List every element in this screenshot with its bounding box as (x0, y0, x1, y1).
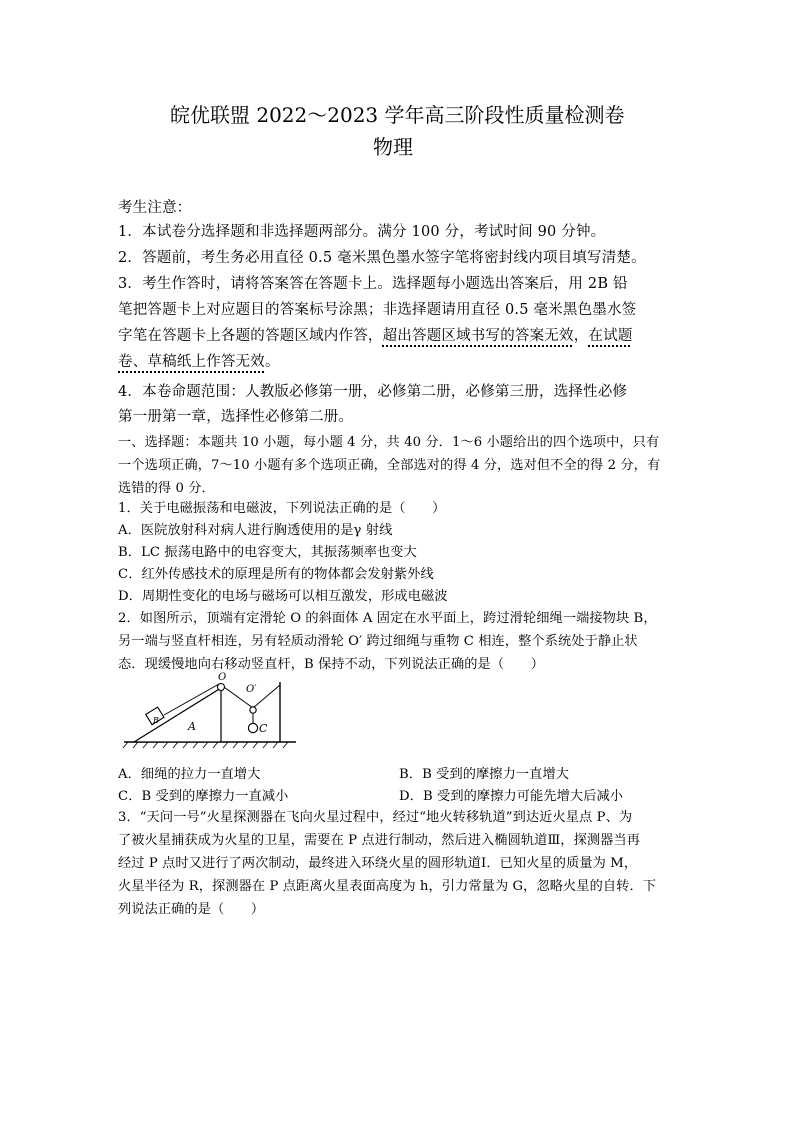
notice-item-3-line3 (118, 324, 633, 345)
notice-item-3-line2: 笔把答题卡上对应题目的答案标号涂黑；非选择题请用直径 0.5 毫米黑色墨水签 (118, 302, 637, 318)
label-c: C (259, 722, 268, 735)
q3-stem-line1: 3．“天问一号”火星探测器在飞向火星过程中，经过“地火转移轨道”到达近火星点 P、为 (118, 810, 633, 825)
q1-option-a: A．医院放射科对病人进行胸透使用的是γ 射线 (118, 523, 393, 538)
section-instructions-line2: 一个选项正确，7～10 小题有多个选项正确，全部选对的得 4 分，选对但不全的得 2 分，有 (118, 458, 661, 473)
pulley-o (218, 684, 225, 691)
q3-stem-line4: 火星半径为 R，探测器在 P 点距离火星表面高度为 h，引力常量为 G，忽略火星的自转．下 (118, 879, 657, 894)
mass-c (248, 723, 257, 732)
label-o-prime: O′ (246, 684, 257, 695)
notice-item-3-line1: 3．考生作答时，请将答案答在答题卡上。选择题每小题选出答案后，用 2B 铅 (118, 276, 628, 292)
notice-text: 字笔在答题卡上各题的答题区域内作答， (118, 328, 383, 344)
section-instructions-line3: 选错的得 0 分． (118, 481, 215, 496)
q1-option-c: C．红外传感技术的原理是所有的物体都会发射紫外线 (118, 567, 434, 582)
label-o: O (218, 672, 227, 683)
notice-item-1: 1．本试卷分选择题和非选择题两部分。满分 100 分，考试时间 90 分钟。 (118, 224, 606, 240)
label-b: B (153, 716, 159, 725)
exam-title: 皖优联盟 2022～2023 学年高三阶段性质量检测卷 (170, 103, 625, 127)
notice-text: ， (573, 328, 589, 344)
emphasis-text: 在试题 (588, 328, 633, 344)
notice-item-4-line2: 第一册第一章，选择性必修第二册。 (118, 409, 354, 425)
notice-item-3-line4 (118, 350, 280, 371)
q1-stem: 1．关于电磁振荡和电磁波，下列说法正确的是（ ） (118, 501, 446, 516)
q1-option-d: D．周期性变化的电场与磁场可以相互激发，形成电磁波 (118, 589, 448, 604)
q2-stem-line2: 另一端与竖直杆相连，另有轻质动滑轮 O′ 跨过细绳与重物 C 相连，整个系统处于静止状 (118, 634, 638, 649)
q1-option-b: B．LC 振荡电路中的电容变大，其振荡频率也变大 (118, 545, 417, 560)
q3-stem-line3: 经过 P 点时又进行了两次制动，最终进入环绕火星的圆形轨道Ⅰ．已知火星的质量为 M， (118, 856, 638, 871)
q2-option-a: A．细绳的拉力一直增大 (118, 767, 261, 782)
q2-figure (120, 670, 300, 750)
section-instructions-line1: 一、选择题：本题共 10 小题，每小题 4 分，共 40 分．1～6 小题给出的四个选项中，只有 (118, 435, 660, 450)
notice-heading: 考生注意： (118, 200, 192, 216)
ground-hatching (123, 742, 288, 748)
q2-stem-line1: 2．如图所示，顶端有定滑轮 O 的斜面体 A 固定在水平面上，跨过滑轮细绳一端接物块 B， (118, 611, 657, 626)
emphasis-text: 卷、草稿纸上作答无效 (118, 354, 265, 370)
notice-item-4-line1: 4．本卷命题范围：人教版必修第一册，必修第二册，必修第三册，选择性必修 (118, 384, 628, 400)
q2-option-d: D．B 受到的摩擦力可能先增大后减小 (399, 789, 624, 804)
pulley-o-prime (250, 707, 256, 713)
label-a: A (188, 720, 196, 733)
q2-option-b: B．B 受到的摩擦力一直增大 (399, 767, 570, 782)
q2-stem-line3: 态．现缓慢地向右移动竖直杆，B 保持不动，下列说法正确的是（ ） (118, 657, 544, 672)
q3-stem-line5: 列说法正确的是（ ） (118, 902, 265, 917)
notice-text: 。 (265, 354, 280, 370)
q3-stem-line2: 了被火星捕获成为火星的卫星，需要在 P 点进行制动，然后进入椭圆轨道Ⅲ，探测器当再 (118, 833, 641, 848)
notice-item-2: 2．答题前，考生务必用直径 0.5 毫米黑色墨水签字笔将密封线内项目填写清楚。 (118, 250, 646, 266)
q2-option-c: C．B 受到的摩擦力一直减小 (118, 789, 289, 804)
subject-title: 物理 (373, 135, 413, 159)
emphasis-text: 超出答题区域书写的答案无效 (382, 328, 574, 344)
